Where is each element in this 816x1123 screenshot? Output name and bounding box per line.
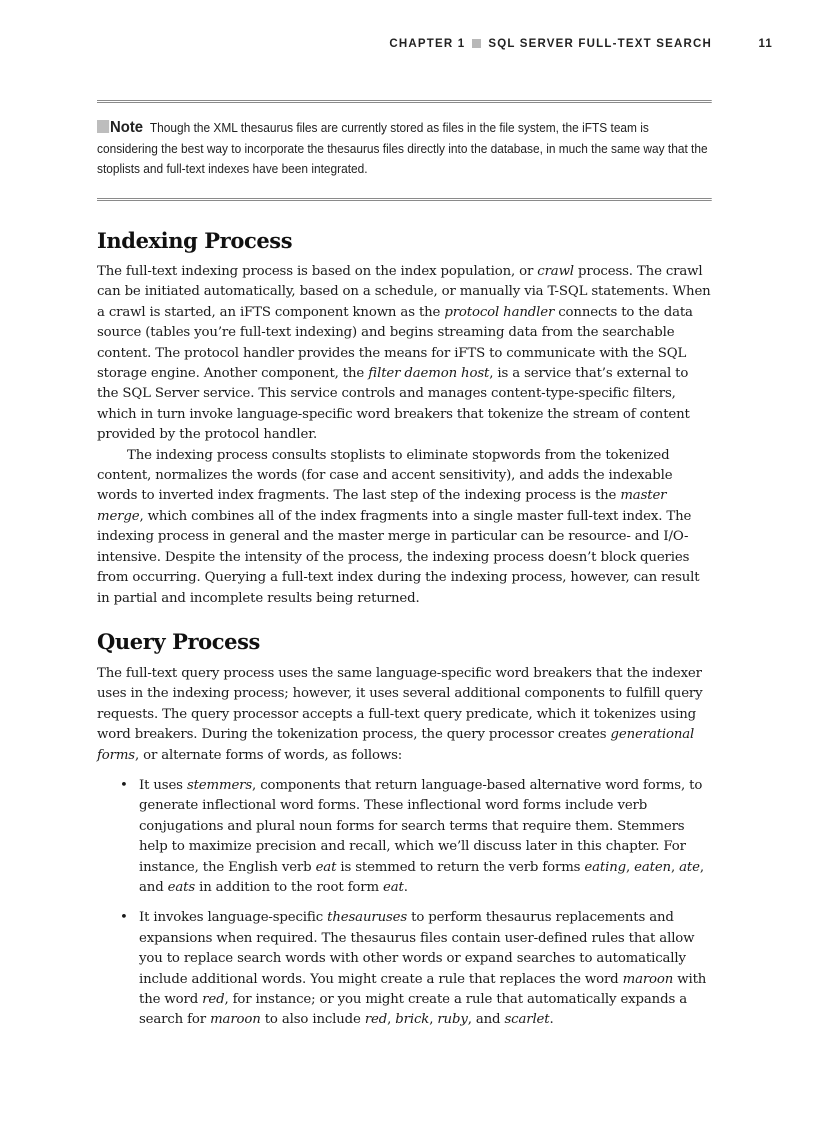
section-heading-indexing: Indexing Process — [97, 228, 293, 253]
note-box — [97, 100, 712, 201]
chapter-title: SQL SERVER FULL-TEXT SEARCH — [488, 38, 712, 50]
list-item-stemmers: • It uses stemmers, components that return language-based alternative word forms, to generate inflectional word forms. These inflectional word forms include verb conjugations and plural noun forms for search terms that require them. Stemmers help to maximize precision and recall, which we’ll discuss later in this chapter. For instance, the English verb eat is stemmed to return the verb forms eating, eaten, ate, and eats in addition to the root form eat. — [120, 778, 704, 896]
note-square-icon — [97, 120, 109, 133]
running-head — [389, 38, 712, 50]
list-item-thesauruses: • It invokes language-specific thesauruses to perform thesaurus replacements and expansions when required. The thesaurus files contain user-defined rules that allow you to replace search words with other words or expand searches to automatically include additional words. You might create a rule that replaces the word maroon with the word red, for instance; or you might create a rule that automatically expands a search for maroon to also include red, brick, ruby, and scarlet. — [120, 910, 707, 1028]
separator-square-icon — [472, 39, 481, 48]
generational-forms-list — [97, 776, 711, 1041]
query-body — [97, 664, 711, 766]
page-number: 11 — [758, 38, 773, 50]
indexing-paragraph-1: The full-text indexing process is based on the index population, or crawl process. The crawl can be initiated automatically, based on a schedule, or manually via T-SQL statements. When a crawl is started, an iFTS component known as the protocol handler connects to the data source (tables you’re full-text indexing) and begins streaming data from the searchable content. The protocol handler provides the means for iFTS to communicate with the SQL storage engine. Another component, the filter daemon host, is a service that’s external to the SQL Server service. This service controls and manages content-type-specific filters, which in turn invoke language-specific word breakers that tokenize the stream of content provided by the protocol handler. — [97, 264, 711, 443]
indexing-paragraph-2: The indexing process consults stoplists to eliminate stopwords from the tokenized content, normalizes the words (for case and accent sensitivity), and adds the indexable words to inverted index fragments. The last step of the indexing process is the master merge, which combines all of the index fragments into a single master full-text index. The indexing process in general and the master merge in particular can be resource- and I/O-intensive. Despite the intensity of the process, the indexing process doesn’t block queries from occurring. Querying a full-text index during the indexing process, however, can result in partial and incomplete results being returned. — [97, 447, 700, 606]
section-heading-query: Query Process — [97, 629, 260, 654]
indexing-body — [97, 262, 711, 609]
query-paragraph-1: The full-text query process uses the same language-specific word breakers that the indexer uses in the indexing process; however, it uses several additional components to fulfill query requests. The query processor accepts a full-text query predicate, which it tokenizes using word breakers. During the tokenization process, the query processor creates generational forms, or alternate forms of words, as follows: — [97, 666, 703, 763]
bullet-icon: • — [120, 910, 128, 926]
note-label: Note — [110, 119, 144, 136]
page-header — [97, 38, 773, 54]
note-text: Though the XML thesaurus files are currently stored as files in the file system, the iFTS team is considering the best way to incorporate the thesaurus files directly into the database, in much the same way that the stoplists and full-text indexes have been integrated. — [97, 120, 708, 176]
chapter-label: CHAPTER 1 — [389, 38, 466, 50]
bullet-icon: • — [120, 778, 128, 793]
